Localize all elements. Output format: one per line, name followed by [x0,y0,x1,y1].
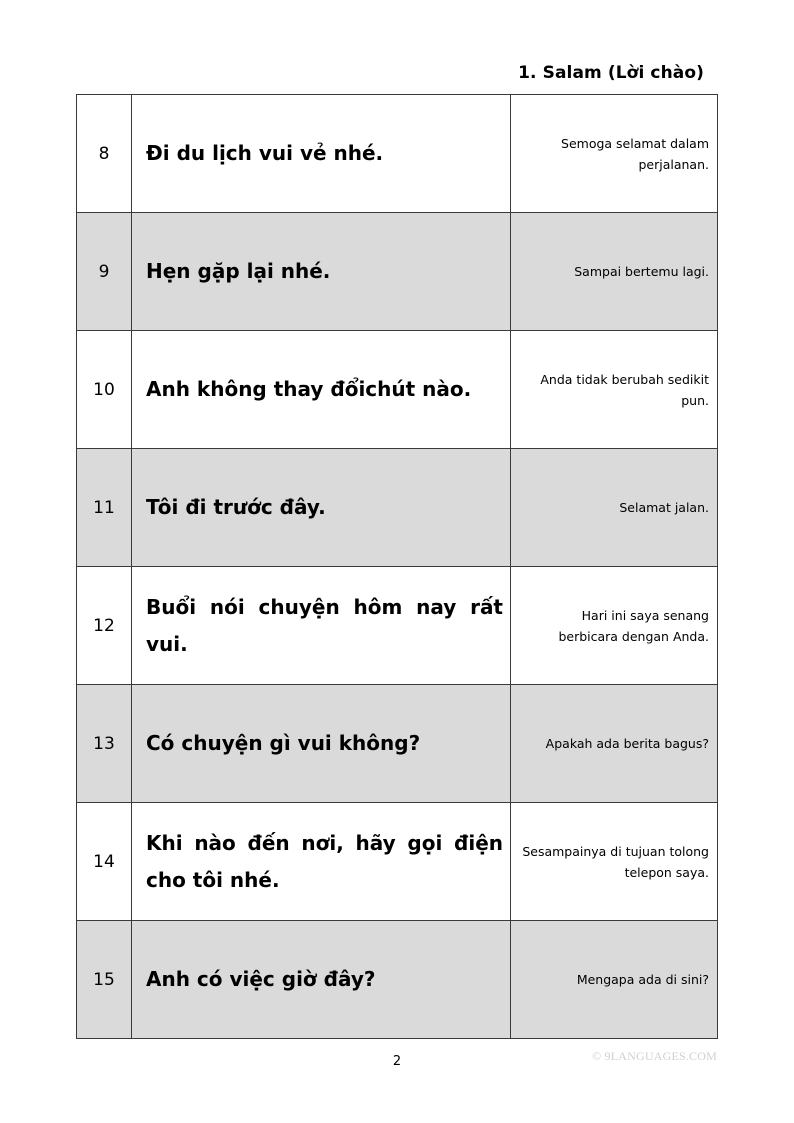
indonesian-translation: Sampai bertemu lagi. [511,213,718,331]
indonesian-translation: Hari ini saya senang berbicara dengan Anda. [511,567,718,685]
page-title: 1. Salam (Lời chào) [518,63,704,83]
vietnamese-phrase: Anh không thay đổichút nào. [132,331,511,449]
table-row [77,95,718,213]
row-number: 10 [77,331,132,449]
indonesian-translation: Sesampainya di tujuan tolong telepon saya. [511,803,718,921]
indonesian-translation: Anda tidak berubah sedikit pun. [511,331,718,449]
page-number: 2 [392,1054,402,1069]
indonesian-translation: Apakah ada berita bagus? [511,685,718,803]
vietnamese-phrase: Tôi đi trước đây. [132,449,511,567]
table-row [77,921,718,1039]
vietnamese-phrase: Buổi nói chuyện hôm nay rất vui. [132,567,511,685]
phrase-table [76,94,718,1039]
row-number: 15 [77,921,132,1039]
row-number: 13 [77,685,132,803]
vietnamese-phrase: Khi nào đến nơi, hãy gọi điện cho tôi nhé. [132,803,511,921]
row-number: 14 [77,803,132,921]
table-row [77,449,718,567]
row-number: 12 [77,567,132,685]
indonesian-translation: Mengapa ada di sini? [511,921,718,1039]
vietnamese-phrase: Anh có việc giờ đây? [132,921,511,1039]
row-number: 8 [77,95,132,213]
indonesian-translation: Semoga selamat dalam perjalanan. [511,95,718,213]
row-number: 11 [77,449,132,567]
table-row [77,803,718,921]
table-row [77,685,718,803]
table-row [77,213,718,331]
vietnamese-phrase: Hẹn gặp lại nhé. [132,213,511,331]
row-number: 9 [77,213,132,331]
vietnamese-phrase: Có chuyện gì vui không? [132,685,511,803]
watermark: © 9LANGUAGES.COM [592,1049,717,1063]
table-row [77,567,718,685]
indonesian-translation: Selamat jalan. [511,449,718,567]
table-row [77,331,718,449]
vietnamese-phrase: Đi du lịch vui vẻ nhé. [132,95,511,213]
